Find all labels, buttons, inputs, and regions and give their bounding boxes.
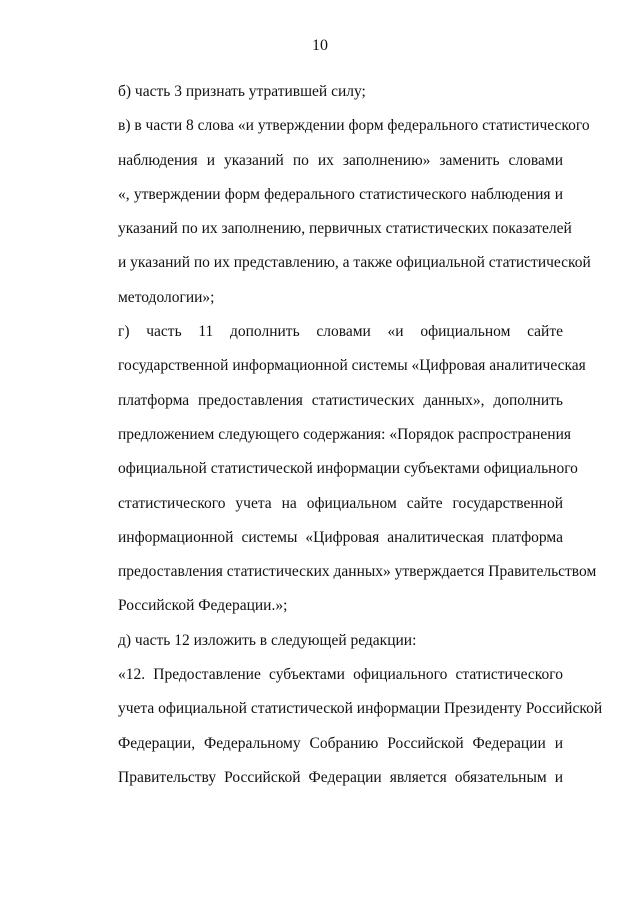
text-line: б) часть 3 признать утратившей силу; [118, 83, 366, 100]
text-line: Правительству Российской Федерации является обязательным и [118, 768, 563, 786]
text-line: методологии»; [118, 288, 215, 306]
paragraph-b [77, 75, 563, 109]
text-line: учета официальной статистической информации Президенту Российской [118, 700, 603, 718]
text-line: наблюдения и указаний по их заполнению» заменить словами [118, 151, 563, 169]
text-line: «, утверждении форм федерального статистического наблюдения и [118, 185, 563, 203]
page-number: 10 [312, 37, 328, 54]
paragraph-12 [77, 658, 603, 795]
text-line: предоставления статистических данных» утверждается Правительством [118, 563, 597, 581]
text-line: Федерации, Федеральному Собранию Российской Федерации и [118, 734, 563, 752]
text-line: платформа предоставления статистических данных», дополнить [118, 391, 563, 409]
text-line: информационной системы «Цифровая аналитическая платформа [118, 528, 563, 546]
text-line: г) часть 11 дополнить словами «и официальном сайте [118, 323, 563, 341]
text-line: статистического учета на официальном сайте государственной [118, 494, 563, 512]
paragraph-v [77, 109, 591, 315]
text-line: указаний по их заполнению, первичных статистических показателей [118, 220, 572, 238]
text-line: государственной информационной системы «Цифровая аналитическая [118, 357, 586, 375]
text-line: в) в части 8 слова «и утверждении форм федерального статистического [118, 117, 590, 135]
text-line: предложением следующего содержания: «Порядок распространения [118, 425, 572, 443]
text-line: официальной статистической информации субъектами официального [118, 460, 578, 478]
text-line: Российской Федерации.»; [118, 597, 288, 615]
paragraph-d [77, 624, 563, 658]
document-body [77, 75, 603, 795]
paragraph-g [77, 315, 597, 624]
text-line: д) часть 12 изложить в следующей редакции: [118, 631, 417, 649]
text-line: «12. Предоставление субъектами официального статистического [118, 666, 563, 684]
text-line: и указаний по их представлению, а также официальной статистической [118, 254, 591, 272]
